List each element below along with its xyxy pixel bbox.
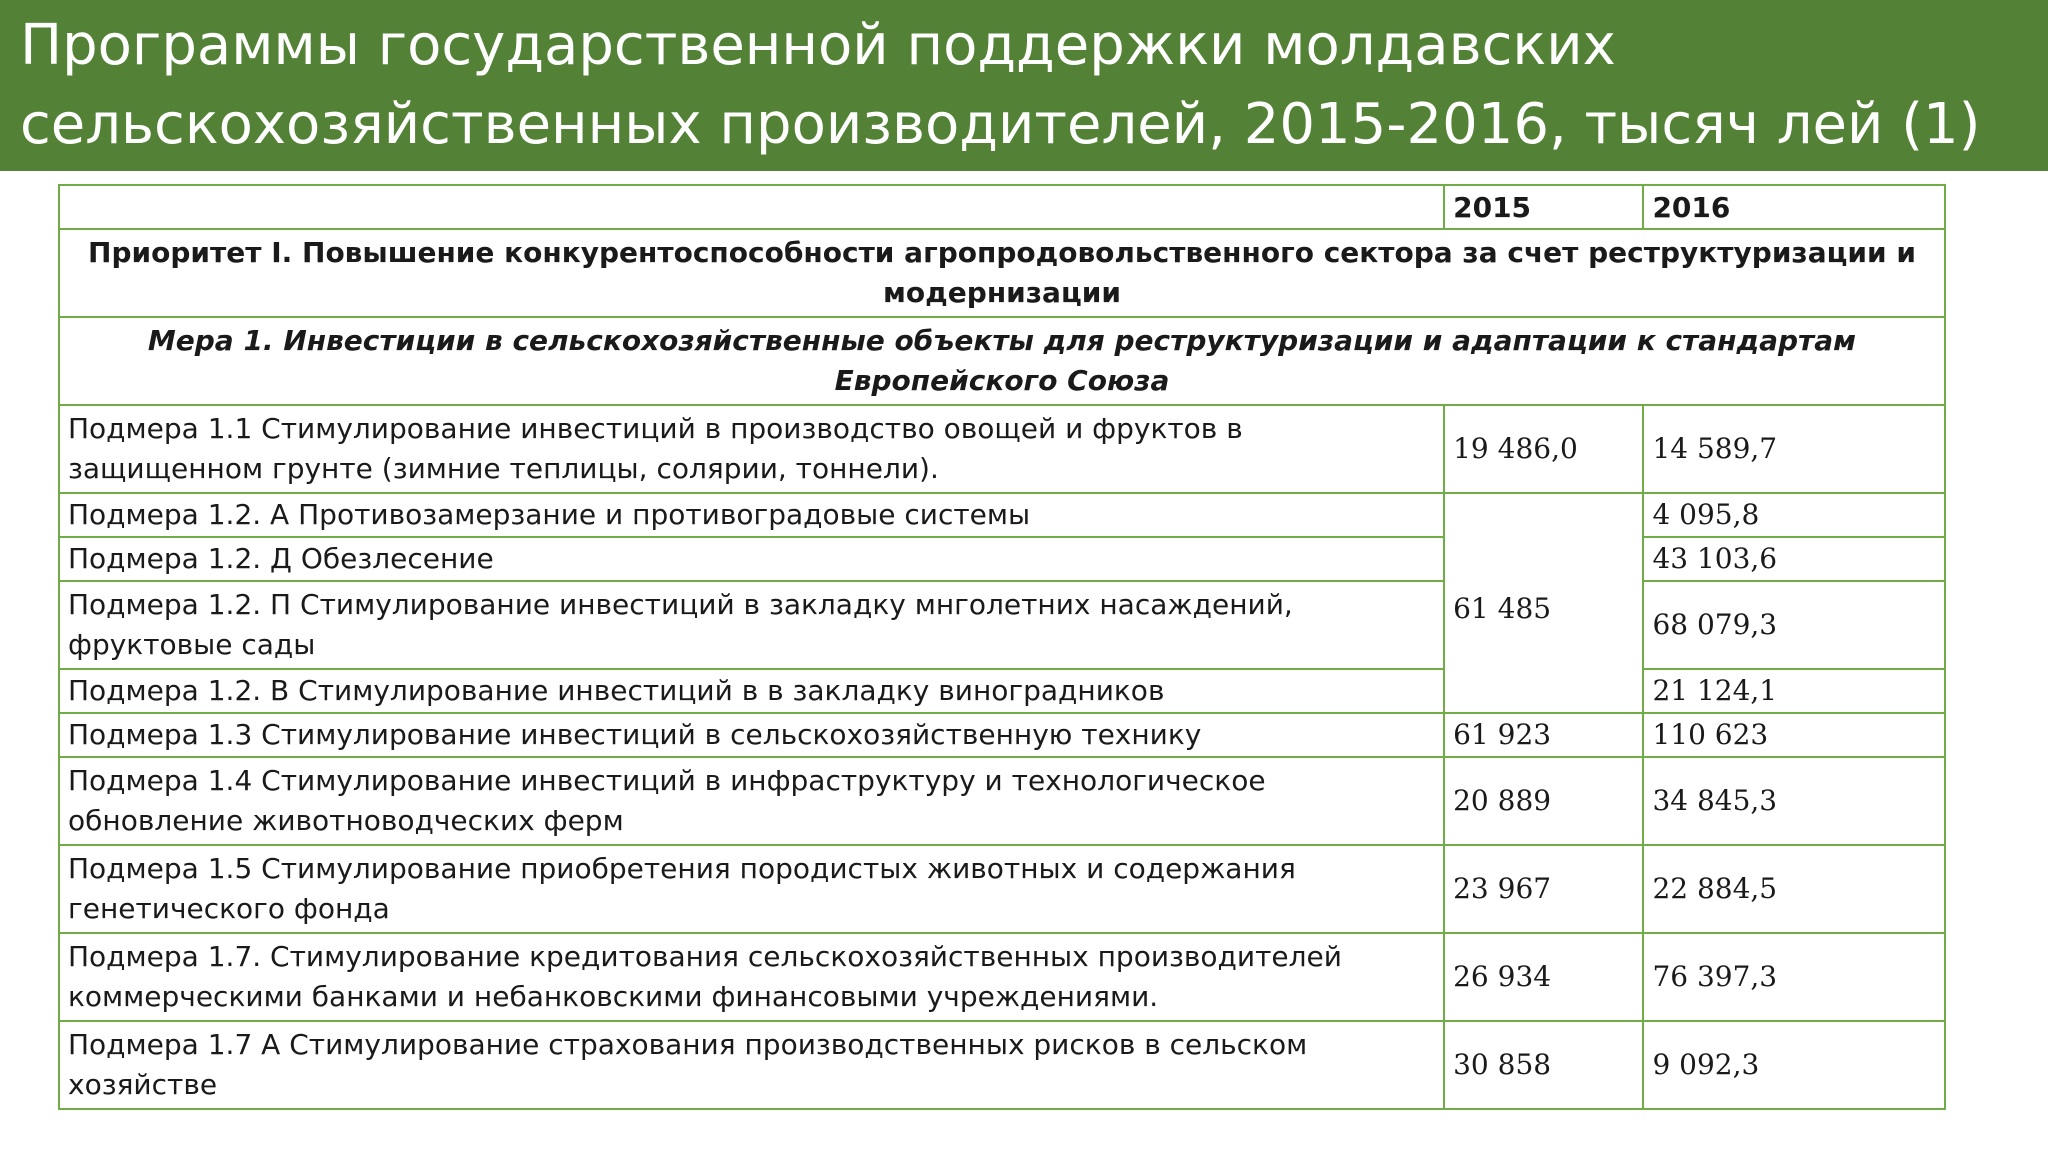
row-label: Подмера 1.3 Стимулирование инвестиций в сельскохозяйственную технику (59, 713, 1444, 757)
value-2016: 68 079,3 (1643, 581, 1945, 669)
value-2016: 22 884,5 (1643, 845, 1945, 933)
table-row (59, 845, 1945, 933)
value-2016: 14 589,7 (1643, 405, 1945, 493)
priority-row (59, 229, 1945, 317)
header-year-2016: 2016 (1643, 185, 1945, 229)
table-row (59, 933, 1945, 1021)
value-2016: 21 124,1 (1643, 669, 1945, 713)
slide-title-line1: Программы государственной поддержки молдавских (20, 13, 1616, 78)
table-row (59, 1021, 1945, 1109)
value-2015: 30 858 (1444, 1021, 1643, 1109)
table-row (59, 581, 1945, 669)
row-label: Подмера 1.1 Стимулирование инвестиций в производство овощей и фруктов в защищенном грунте (зимние теплицы, солярии, тоннели). (59, 405, 1444, 493)
measure-row (59, 317, 1945, 405)
row-label: Подмера 1.2. Д Обезлесение (59, 537, 1444, 581)
header-year-2015: 2015 (1444, 185, 1643, 229)
value-2016: 110 623 (1643, 713, 1945, 757)
title-bar (0, 0, 2048, 171)
value-2016: 76 397,3 (1643, 933, 1945, 1021)
row-label: Подмера 1.7 А Стимулирование страхования производственных рисков в сельском хозяйстве (59, 1021, 1444, 1109)
value-2015-merged: 61 485 (1444, 493, 1643, 713)
value-2015: 20 889 (1444, 757, 1643, 845)
row-label: Подмера 1.4 Стимулирование инвестиций в инфраструктуру и технологическое обновление животноводческих ферм (59, 757, 1444, 845)
row-label: Подмера 1.5 Стимулирование приобретения породистых животных и содержания генетического фонда (59, 845, 1444, 933)
value-2015: 19 486,0 (1444, 405, 1643, 493)
table-row (59, 493, 1945, 537)
row-label: Подмера 1.2. В Стимулирование инвестиций в в закладку виноградников (59, 669, 1444, 713)
slide-title-line2: сельскохозяйственных производителей, 2015-2016, тысяч лей (1) (20, 92, 1981, 157)
table-row (59, 537, 1945, 581)
header-label-cell (59, 185, 1444, 229)
value-2016: 43 103,6 (1643, 537, 1945, 581)
table-row (59, 757, 1945, 845)
value-2015: 61 923 (1444, 713, 1643, 757)
table-row (59, 405, 1945, 493)
row-label: Подмера 1.2. А Противозамерзание и противоградовые системы (59, 493, 1444, 537)
row-label: Подмера 1.7. Стимулирование кредитования сельскохозяйственных производителей коммерческими банками и небанковскими финансовыми учреждениями. (59, 933, 1444, 1021)
measure-heading: Мера 1. Инвестиции в сельскохозяйственные объекты для реструктуризации и адаптации к стандартам Европейского Союза (59, 317, 1945, 405)
priority-heading: Приоритет I. Повышение конкурентоспособности агропродовольственного сектора за счет реструктуризации и модернизации (59, 229, 1945, 317)
table-row (59, 713, 1945, 757)
value-2016: 4 095,8 (1643, 493, 1945, 537)
row-label: Подмера 1.2. П Стимулирование инвестиций в закладку мнголетних насаждений, фруктовые сады (59, 581, 1444, 669)
table-row (59, 669, 1945, 713)
slide-title (20, 6, 2020, 164)
value-2016: 9 092,3 (1643, 1021, 1945, 1109)
value-2015: 23 967 (1444, 845, 1643, 933)
value-2016: 34 845,3 (1643, 757, 1945, 845)
support-programs-table (58, 184, 1946, 1110)
header-row (59, 185, 1945, 229)
value-2015: 26 934 (1444, 933, 1643, 1021)
